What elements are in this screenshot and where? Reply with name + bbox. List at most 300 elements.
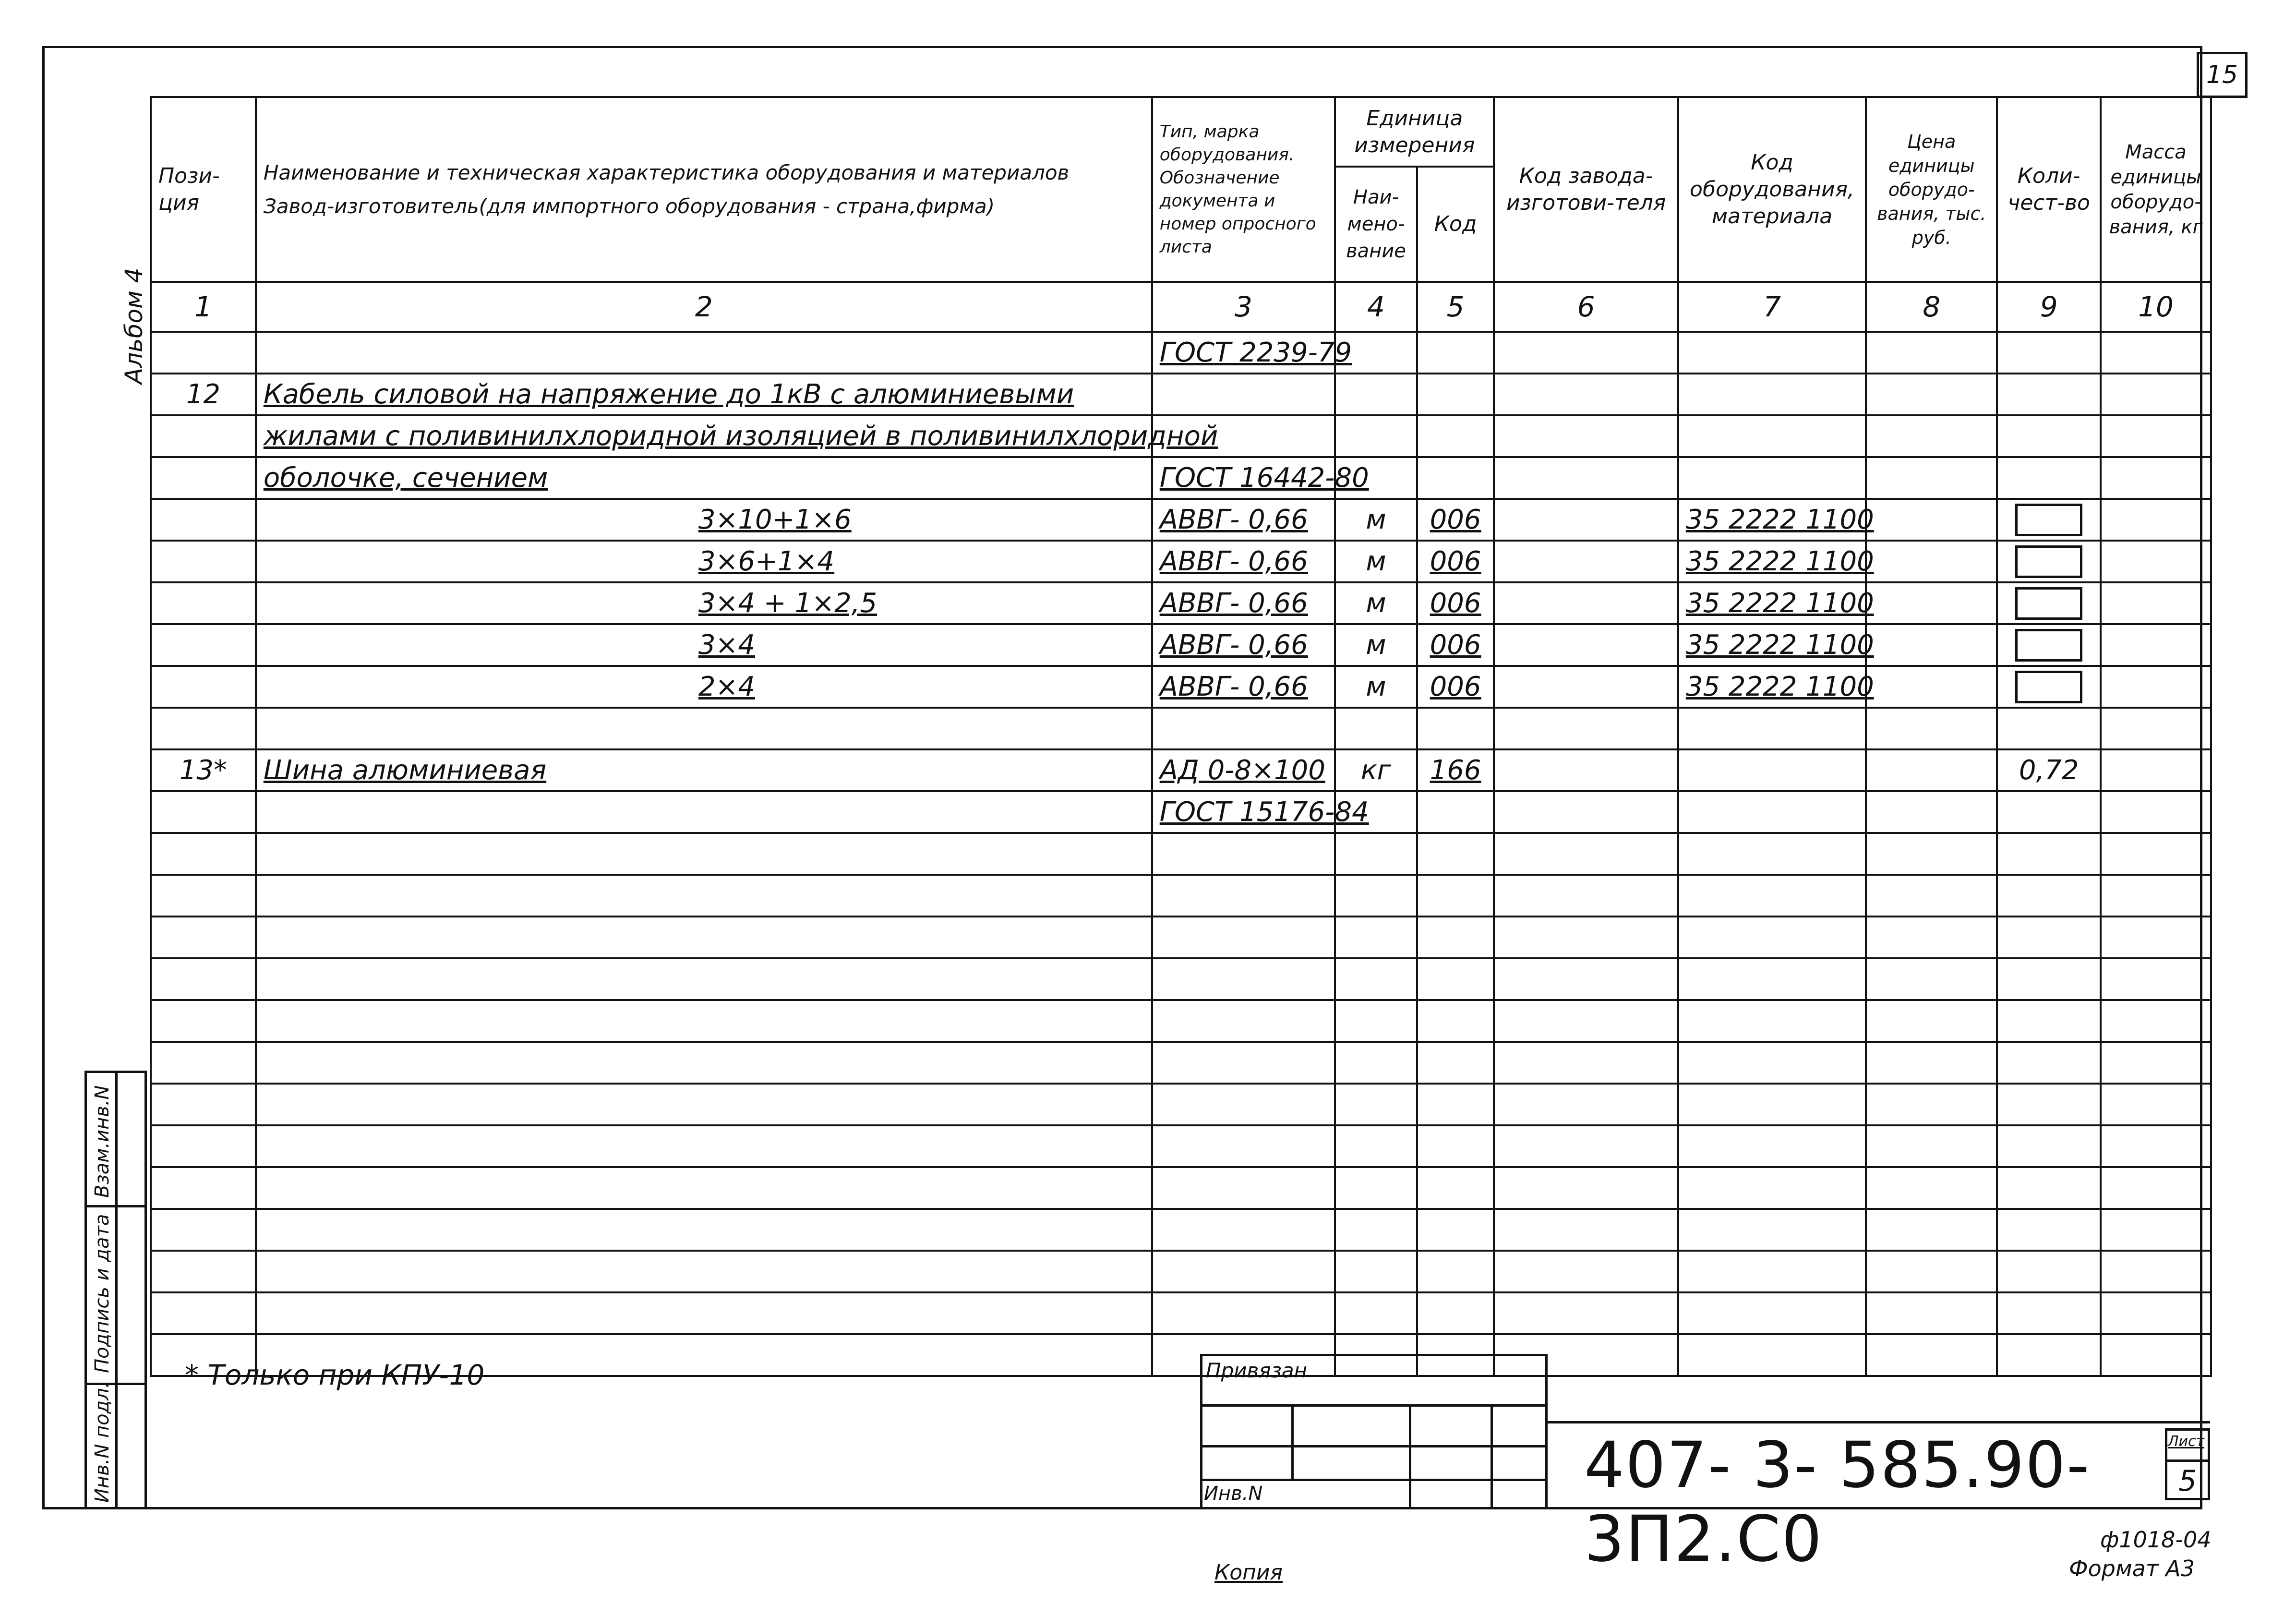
name-cell (256, 1125, 1152, 1167)
factory-code-cell (1494, 1251, 1678, 1292)
factory-code-cell (1494, 875, 1678, 917)
unit-cell (1335, 1125, 1417, 1167)
quantity-cell (1997, 1084, 2101, 1125)
material-code-cell (1678, 1000, 1866, 1042)
type-cell (1152, 958, 1335, 1000)
unit-code-cell (1417, 374, 1494, 415)
mass-cell (2101, 917, 2211, 958)
quantity-cell: 0,72 (1997, 749, 2101, 791)
unit-cell (1335, 1292, 1417, 1334)
position-cell (151, 624, 256, 666)
unit-code-cell: 006 (1417, 666, 1494, 708)
type-cell (1152, 917, 1335, 958)
material-code-cell (1678, 332, 1866, 374)
table-row (151, 791, 2211, 833)
material-code-cell (1678, 415, 1866, 457)
header-type: Тип, марка оборудования. Обозначение документа и номер опросного листа (1152, 97, 1335, 282)
sheet-label: Лист (2168, 1433, 2205, 1450)
unit-cell: м (1335, 624, 1417, 666)
quantity-cell (1997, 415, 2101, 457)
type-cell (1152, 708, 1335, 749)
unit-code-cell (1417, 1042, 1494, 1084)
column-number: 4 (1335, 282, 1417, 332)
quantity-cell (1997, 541, 2101, 582)
document-code: 407- 3- 585.90- 3П2.С0 (1584, 1428, 2091, 1576)
position-cell (151, 666, 256, 708)
mass-cell (2101, 1167, 2211, 1209)
table-row (151, 1209, 2211, 1251)
unit-code-cell (1417, 1251, 1494, 1292)
album-label: Альбом 4 (120, 267, 148, 384)
type-cell (1152, 1125, 1335, 1167)
name-cell: 3×10+1×6 (256, 499, 1152, 541)
type-cell: АВВГ- 0,66 (1152, 624, 1335, 666)
mass-cell (2101, 958, 2211, 1000)
table-row (151, 1292, 2211, 1334)
unit-cell (1335, 374, 1417, 415)
price-cell (1866, 624, 1997, 666)
factory-code-cell (1494, 1292, 1678, 1334)
type-cell (1152, 833, 1335, 875)
material-code-cell (1678, 1084, 1866, 1125)
name-cell: Кабель силовой на напряжение до 1кВ с алюминиевыми (256, 374, 1152, 415)
material-code-cell (1678, 875, 1866, 917)
column-number: 6 (1494, 282, 1678, 332)
position-cell (151, 833, 256, 875)
material-code-cell: 35 2222 1100 (1678, 499, 1866, 541)
price-cell (1866, 541, 1997, 582)
quantity-cell (1997, 791, 2101, 833)
price-cell (1866, 457, 1997, 499)
unit-cell (1335, 708, 1417, 749)
unit-code-cell (1417, 332, 1494, 374)
kopia-label: Копия (1214, 1560, 1283, 1585)
factory-code-cell (1494, 1167, 1678, 1209)
type-cell (1152, 1292, 1335, 1334)
name-cell (256, 791, 1152, 833)
mass-cell (2101, 1209, 2211, 1251)
type-cell (1152, 374, 1335, 415)
quantity-cell (1997, 499, 2101, 541)
position-cell (151, 1000, 256, 1042)
column-number-row (151, 282, 2211, 332)
material-code-cell (1678, 749, 1866, 791)
price-cell (1866, 749, 1997, 791)
unit-code-cell (1417, 1084, 1494, 1125)
table-row (151, 666, 2211, 708)
unit-code-cell (1417, 1209, 1494, 1251)
header-price: Цена единицы оборудо-вания, тыс. руб. (1866, 97, 1997, 282)
price-cell (1866, 1042, 1997, 1084)
quantity-cell (1997, 457, 2101, 499)
position-cell (151, 332, 256, 374)
position-cell (151, 541, 256, 582)
table-row (151, 374, 2211, 415)
unit-code-cell (1417, 875, 1494, 917)
column-number: 8 (1866, 282, 1997, 332)
name-cell (256, 1292, 1152, 1334)
column-number: 1 (151, 282, 256, 332)
unit-cell (1335, 1084, 1417, 1125)
stamp-vzam-inv: Взам.инв.N (91, 1085, 113, 1198)
quantity-cell (1997, 708, 2101, 749)
material-code-cell (1678, 1125, 1866, 1167)
position-cell (151, 1292, 256, 1334)
header-position: Пози- ция (151, 97, 256, 282)
type-cell (1152, 1251, 1335, 1292)
table-row (151, 708, 2211, 749)
type-cell (1152, 1167, 1335, 1209)
price-cell (1866, 958, 1997, 1000)
quantity-cell (1997, 1042, 2101, 1084)
name-cell (256, 332, 1152, 374)
header-unit-code: Код (1417, 167, 1494, 282)
quantity-cell (1997, 624, 2101, 666)
factory-code-cell (1494, 332, 1678, 374)
price-cell (1866, 1251, 1997, 1292)
material-code-cell: 35 2222 1100 (1678, 666, 1866, 708)
position-cell (151, 1251, 256, 1292)
material-code-cell: 35 2222 1100 (1678, 541, 1866, 582)
position-cell (151, 1042, 256, 1084)
mass-cell (2101, 499, 2211, 541)
unit-cell: м (1335, 541, 1417, 582)
mass-cell (2101, 1251, 2211, 1292)
table-row (151, 457, 2211, 499)
price-cell (1866, 415, 1997, 457)
mass-cell (2101, 708, 2211, 749)
material-code-cell (1678, 791, 1866, 833)
type-cell: АВВГ- 0,66 (1152, 541, 1335, 582)
type-cell: ГОСТ 15176-84 (1152, 791, 1335, 833)
stamp-inv-podl: Инв.N подл. (91, 1382, 113, 1503)
factory-code-cell (1494, 749, 1678, 791)
unit-cell (1335, 833, 1417, 875)
position-cell (151, 708, 256, 749)
sheet-number: 15 (2197, 52, 2248, 98)
table-row (151, 1000, 2211, 1042)
unit-code-cell: 006 (1417, 499, 1494, 541)
price-cell (1866, 374, 1997, 415)
quantity-cell (1997, 833, 2101, 875)
mass-cell (2101, 1000, 2211, 1042)
table-row (151, 917, 2211, 958)
mass-cell (2101, 1084, 2211, 1125)
unit-code-cell (1417, 415, 1494, 457)
price-cell (1866, 1334, 1997, 1376)
unit-code-cell: 006 (1417, 582, 1494, 624)
mass-cell (2101, 1292, 2211, 1334)
unit-cell (1335, 917, 1417, 958)
factory-code-cell (1494, 499, 1678, 541)
name-cell: 3×4 (256, 624, 1152, 666)
factory-code-cell (1494, 624, 1678, 666)
name-cell (256, 917, 1152, 958)
privyazan-label: Привязан (1206, 1359, 1308, 1382)
unit-cell: м (1335, 582, 1417, 624)
mass-cell (2101, 875, 2211, 917)
quantity-cell (1997, 1292, 2101, 1334)
column-number: 10 (2101, 282, 2211, 332)
unit-cell: м (1335, 666, 1417, 708)
name-cell (256, 833, 1152, 875)
quantity-cell (1997, 958, 2101, 1000)
mass-cell (2101, 1125, 2211, 1167)
table-row (151, 415, 2211, 457)
inv-n-label: Инв.N (1204, 1483, 1263, 1505)
mass-cell (2101, 541, 2211, 582)
column-number: 9 (1997, 282, 2101, 332)
mass-cell (2101, 1042, 2211, 1084)
type-cell: ГОСТ 2239-79 (1152, 332, 1335, 374)
material-code-cell (1678, 1209, 1866, 1251)
unit-code-cell (1417, 958, 1494, 1000)
name-cell: Шина алюминиевая (256, 749, 1152, 791)
quantity-cell (1997, 582, 2101, 624)
table-row (151, 875, 2211, 917)
unit-cell (1335, 1042, 1417, 1084)
quantity-box (2015, 671, 2082, 703)
table-row (151, 332, 2211, 374)
form-code: ф1018-04 (2100, 1527, 2212, 1553)
position-cell: 13* (151, 749, 256, 791)
header-quantity: Коли-чест-во (1997, 97, 2101, 282)
position-cell (151, 958, 256, 1000)
price-cell (1866, 1125, 1997, 1167)
factory-code-cell (1494, 1084, 1678, 1125)
price-cell (1866, 833, 1997, 875)
quantity-cell (1997, 1251, 2101, 1292)
type-cell: АВВГ- 0,66 (1152, 582, 1335, 624)
position-cell (151, 457, 256, 499)
stamp-podpis-data: Подпись и дата (91, 1214, 113, 1373)
name-cell: 3×4 + 1×2,5 (256, 582, 1152, 624)
material-code-cell (1678, 708, 1866, 749)
quantity-box (2015, 504, 2082, 536)
material-code-cell (1678, 833, 1866, 875)
material-code-cell (1678, 958, 1866, 1000)
position-cell (151, 875, 256, 917)
unit-code-cell (1417, 1167, 1494, 1209)
footnote: * Только при КПУ-10 (185, 1359, 485, 1391)
name-cell (256, 1209, 1152, 1251)
position-cell (151, 1167, 256, 1209)
factory-code-cell (1494, 457, 1678, 499)
price-cell (1866, 666, 1997, 708)
material-code-cell (1678, 374, 1866, 415)
unit-code-cell (1417, 917, 1494, 958)
unit-code-cell (1417, 457, 1494, 499)
table-row (151, 1167, 2211, 1209)
material-code-cell (1678, 1292, 1866, 1334)
table-row (151, 958, 2211, 1000)
type-cell: ГОСТ 16442-80 (1152, 457, 1335, 499)
column-number: 5 (1417, 282, 1494, 332)
unit-code-cell (1417, 1000, 1494, 1042)
quantity-cell (1997, 332, 2101, 374)
table-row (151, 1251, 2211, 1292)
factory-code-cell (1494, 833, 1678, 875)
position-cell (151, 791, 256, 833)
factory-code-cell (1494, 1042, 1678, 1084)
unit-cell: м (1335, 499, 1417, 541)
factory-code-cell (1494, 917, 1678, 958)
factory-code-cell (1494, 791, 1678, 833)
position-cell (151, 1084, 256, 1125)
type-cell: АВВГ- 0,66 (1152, 666, 1335, 708)
unit-code-cell (1417, 791, 1494, 833)
material-code-cell (1678, 1334, 1866, 1376)
position-cell (151, 1209, 256, 1251)
type-cell: АД 0-8×100 (1152, 749, 1335, 791)
table-header (151, 97, 2211, 282)
table-row (151, 582, 2211, 624)
factory-code-cell (1494, 541, 1678, 582)
position-cell (151, 917, 256, 958)
unit-code-cell (1417, 1292, 1494, 1334)
factory-code-cell (1494, 666, 1678, 708)
factory-code-cell (1494, 708, 1678, 749)
factory-code-cell (1494, 415, 1678, 457)
mass-cell (2101, 624, 2211, 666)
mass-cell (2101, 833, 2211, 875)
format-label: Формат А3 (2069, 1556, 2195, 1581)
factory-code-cell (1494, 374, 1678, 415)
type-cell (1152, 1000, 1335, 1042)
position-cell: 12 (151, 374, 256, 415)
price-cell (1866, 1209, 1997, 1251)
quantity-box (2015, 587, 2082, 620)
sheet-value: 5 (2178, 1464, 2197, 1498)
factory-code-cell (1494, 582, 1678, 624)
unit-cell (1335, 1167, 1417, 1209)
table-row (151, 833, 2211, 875)
header-name: Наименование и техническая характеристика оборудования и материалов Завод-изготовитель(для импортного оборудования - страна,фирма) (256, 97, 1152, 282)
mass-cell (2101, 791, 2211, 833)
unit-code-cell (1417, 1125, 1494, 1167)
price-cell (1866, 1167, 1997, 1209)
name-cell (256, 958, 1152, 1000)
quantity-cell (1997, 374, 2101, 415)
material-code-cell: 35 2222 1100 (1678, 582, 1866, 624)
unit-cell (1335, 415, 1417, 457)
mass-cell (2101, 374, 2211, 415)
table-row (151, 1125, 2211, 1167)
unit-code-cell (1417, 708, 1494, 749)
unit-cell (1335, 958, 1417, 1000)
table-row (151, 1042, 2211, 1084)
price-cell (1866, 791, 1997, 833)
material-code-cell (1678, 917, 1866, 958)
type-cell (1152, 875, 1335, 917)
name-cell (256, 708, 1152, 749)
quantity-cell (1997, 1334, 2101, 1376)
mass-cell (2101, 415, 2211, 457)
quantity-cell (1997, 917, 2101, 958)
material-code-cell (1678, 1167, 1866, 1209)
type-cell (1152, 1209, 1335, 1251)
header-material-code: Код оборудования, материала (1678, 97, 1866, 282)
factory-code-cell (1494, 1000, 1678, 1042)
quantity-cell (1997, 1000, 2101, 1042)
quantity-cell (1997, 666, 2101, 708)
price-cell (1866, 875, 1997, 917)
unit-code-cell (1417, 833, 1494, 875)
name-cell (256, 1167, 1152, 1209)
mass-cell (2101, 457, 2211, 499)
mass-cell (2101, 1334, 2211, 1376)
quantity-cell (1997, 1167, 2101, 1209)
name-cell: жилами с поливинилхлоридной изоляцией в поливинилхлоридной (256, 415, 1152, 457)
column-number: 7 (1678, 282, 1866, 332)
mass-cell (2101, 332, 2211, 374)
name-cell (256, 1084, 1152, 1125)
table-row (151, 541, 2211, 582)
mass-cell (2101, 666, 2211, 708)
factory-code-cell (1494, 1125, 1678, 1167)
unit-cell (1335, 1251, 1417, 1292)
name-cell (256, 1000, 1152, 1042)
price-cell (1866, 1292, 1997, 1334)
name-cell: оболочке, сечением (256, 457, 1152, 499)
quantity-cell (1997, 875, 2101, 917)
column-number: 3 (1152, 282, 1335, 332)
price-cell (1866, 499, 1997, 541)
type-cell (1152, 1084, 1335, 1125)
table-row (151, 749, 2211, 791)
quantity-cell (1997, 1209, 2101, 1251)
name-cell (256, 1042, 1152, 1084)
material-code-cell (1678, 457, 1866, 499)
unit-code-cell: 006 (1417, 624, 1494, 666)
unit-cell (1335, 1000, 1417, 1042)
price-cell (1866, 917, 1997, 958)
factory-code-cell (1494, 1209, 1678, 1251)
mass-cell (2101, 749, 2211, 791)
type-cell (1152, 1042, 1335, 1084)
header-mass: Масса единицы оборудо-вания, кг (2101, 97, 2211, 282)
table-row (151, 499, 2211, 541)
price-cell (1866, 332, 1997, 374)
name-cell: 2×4 (256, 666, 1152, 708)
name-cell: 3×6+1×4 (256, 541, 1152, 582)
price-cell (1866, 582, 1997, 624)
name-cell (256, 1251, 1152, 1292)
name-cell (256, 875, 1152, 917)
unit-code-cell: 166 (1417, 749, 1494, 791)
price-cell (1866, 708, 1997, 749)
unit-cell (1335, 875, 1417, 917)
position-cell (151, 1125, 256, 1167)
unit-cell: кг (1335, 749, 1417, 791)
unit-cell (1335, 1209, 1417, 1251)
position-cell (151, 415, 256, 457)
position-cell (151, 499, 256, 541)
column-number: 2 (256, 282, 1152, 332)
quantity-box (2015, 545, 2082, 578)
specification-table (150, 96, 2212, 1377)
quantity-box (2015, 629, 2082, 662)
header-factory-code: Код завода-изготови-теля (1494, 97, 1678, 282)
price-cell (1866, 1084, 1997, 1125)
factory-code-cell (1494, 958, 1678, 1000)
quantity-cell (1997, 1125, 2101, 1167)
mass-cell (2101, 582, 2211, 624)
material-code-cell: 35 2222 1100 (1678, 624, 1866, 666)
type-cell: АВВГ- 0,66 (1152, 499, 1335, 541)
material-code-cell (1678, 1251, 1866, 1292)
material-code-cell (1678, 1042, 1866, 1084)
